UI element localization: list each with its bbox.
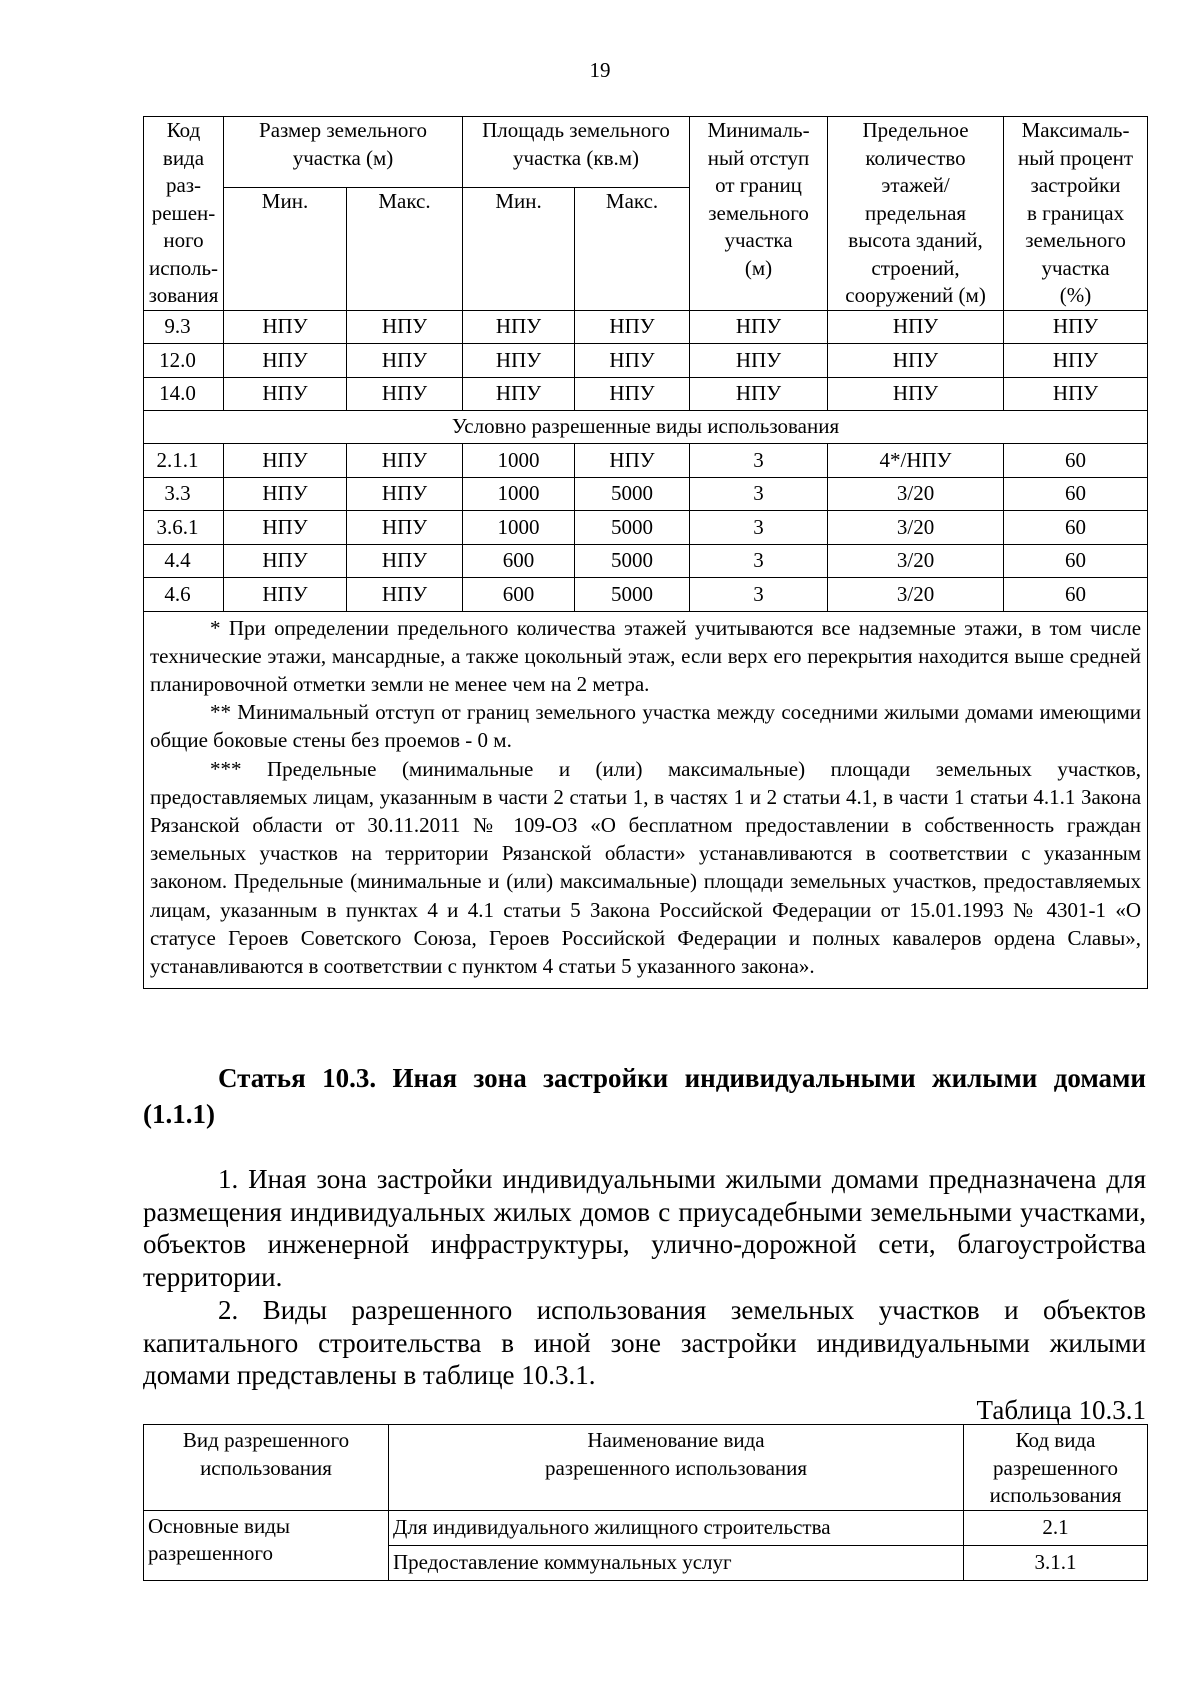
- header-area-min: Мин.: [463, 188, 575, 311]
- note-floors: * При определении предельного количества этажей учитываются все надземные этажи, в том числе технические этажи, мансардные, а также цокольный этаж, если верх его перекрытия находится выше средней планировочной отметки земли не менее чем на 2 метра.: [150, 615, 1142, 696]
- header-floors: Предельное количество этажей/ предельная высота зданий, строений, сооружений (м): [828, 117, 1004, 311]
- permitted-use-table: [143, 1424, 1148, 1581]
- table-row: 4.6 НПУ НПУ 600 5000 3 3/20 60: [144, 578, 1148, 612]
- table-notes: [144, 611, 1148, 989]
- table-row: 3.6.1 НПУ НПУ 1000 5000 3 3/20 60: [144, 511, 1148, 545]
- section-row-conditional: Условно разрешенные виды использования: [144, 411, 1148, 444]
- zoning-parameters-table: [143, 116, 1148, 989]
- table-row: 9.3 НПУ НПУ НПУ НПУ НПУ НПУ НПУ: [144, 310, 1148, 344]
- header-size-max: Макс.: [347, 188, 463, 311]
- note-setback: ** Минимальный отступ от границ земельного участка между соседними жилыми домами имеющими общие боковые стены без проемов - 0 м.: [150, 700, 1142, 753]
- table-row: 3.3 НПУ НПУ 1000 5000 3 3/20 60: [144, 477, 1148, 511]
- header-name: Наименование вида разрешенного использования: [389, 1425, 964, 1511]
- table-row: Основные виды разрешенного Для индивидуального жилищного строительства 2.1: [144, 1510, 1148, 1545]
- notes-row: [144, 611, 1148, 989]
- header-plot-size: Размер земельного участка (м): [224, 117, 463, 188]
- header-kind: Вид разрешенного использования: [144, 1425, 389, 1511]
- note-plot-areas: *** Предельные (минимальные и (или) максимальные) площади земельных участков, предоставляемых лицам, указанным в части 2 статьи 1, в частях 1 и 2 статьи 4.1, в части 1 статьи 4.1.1 Закона Рязанской области от 30.11.2011 № 109-ОЗ «О бесплатном предоставлении в собственность граждан земельных участков на территории Рязанской области» устанавливаются в соответствии с указанным законом. Предельные (минимальные и (или) максимальные) площади земельных участков, предоставляемых лицам, указанным в пунктах 4 и 4.1 статьи 5 Закона Российской Федерации от 15.01.1993 № 4301-1 «О статусе Героев Советского Союза, Героев Российской Федерации и полных кавалеров ордена Славы», устанавливаются в соответствии с пунктом 4 статьи 5 указанного закона».: [150, 756, 1142, 978]
- paragraph-2: 2. Виды разрешенного использования земельных участков и объектов капитального строительства в иной зоне застройки индивидуальными жилыми домами представлены в таблице 10.3.1.: [143, 1295, 1146, 1391]
- header-plot-area: Площадь земельного участка (кв.м): [463, 117, 690, 188]
- table-row: 4.4 НПУ НПУ 600 5000 3 3/20 60: [144, 544, 1148, 578]
- table-caption: Таблица 10.3.1: [976, 1395, 1146, 1425]
- paragraph-1: 1. Иная зона застройки индивидуальными жилыми домами предназначена для размещения индивидуальных жилых домов с приусадебными земельными участками, объектов инженерной инфраструктуры, улично-дорожной сети, благоустройства территории.: [143, 1164, 1146, 1292]
- header-setback: Минималь- ный отступ от границ земельного участка (м): [690, 117, 828, 311]
- header-code: Код вида раз- решен- ного исполь- зования: [144, 117, 224, 311]
- table-row: 2.1.1 НПУ НПУ 1000 НПУ 3 4*/НПУ 60: [144, 444, 1148, 478]
- page-number: 19: [589, 58, 611, 82]
- category-main: Основные виды разрешенного: [144, 1510, 389, 1580]
- table-row: 12.0 НПУ НПУ НПУ НПУ НПУ НПУ НПУ: [144, 344, 1148, 378]
- header-size-min: Мин.: [224, 188, 347, 311]
- table-row: 14.0 НПУ НПУ НПУ НПУ НПУ НПУ НПУ: [144, 377, 1148, 411]
- header-area-max: Макс.: [575, 188, 690, 311]
- table-row: Предоставление коммунальных услуг 3.1.1: [144, 1545, 1148, 1580]
- header-coverage: Максималь- ный процент застройки в границах земельного участка (%): [1004, 117, 1148, 311]
- article-heading: Статья 10.3. Иная зона застройки индивидуальными жилыми домами (1.1.1): [143, 1063, 1146, 1129]
- header-code: Код вида разрешенного использования: [964, 1425, 1148, 1511]
